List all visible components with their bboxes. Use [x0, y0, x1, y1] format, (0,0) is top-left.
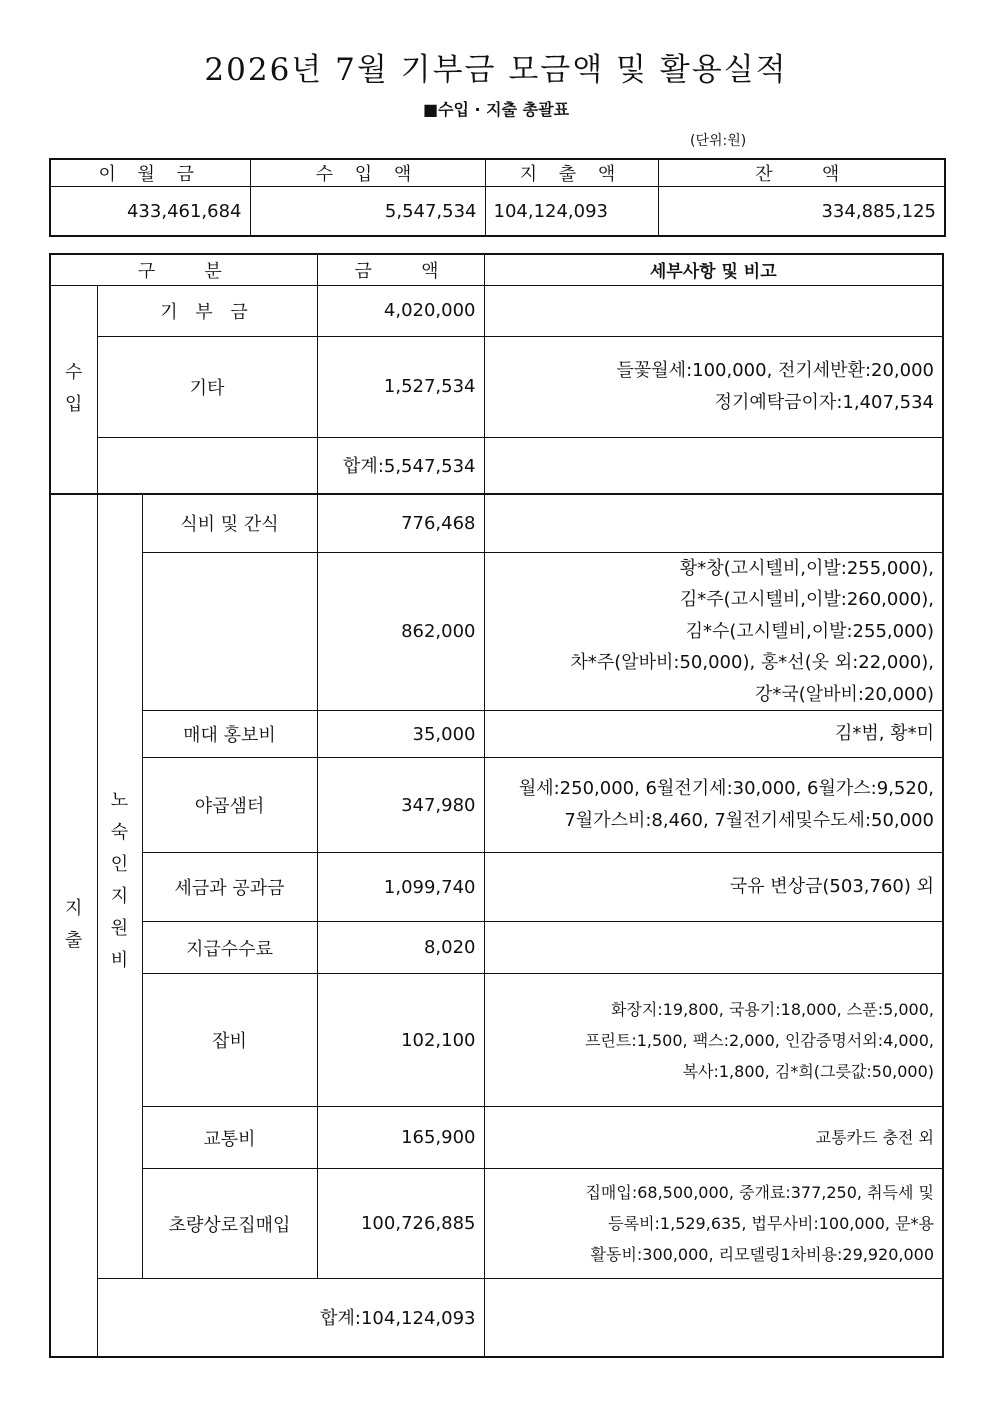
summary-header-carryover: 이 월 금 [50, 159, 250, 187]
income-total: 합계:5,547,534 [317, 437, 484, 494]
expense-row-name: 잡비 [142, 974, 317, 1107]
note-line: 교통카드 충전 외 [815, 1128, 934, 1147]
note-line: 프린트:1,500, 팩스:2,000, 인감증명서외:4,000, [584, 1030, 934, 1050]
summary-header-balance: 잔 액 [658, 159, 945, 187]
expense-row-amount: 35,000 [317, 711, 484, 758]
income-row-note [484, 336, 943, 437]
note-line: 차*주(알바비:50,000), 홍*선(옷 외:22,000), [570, 652, 934, 673]
expense-row-name: 초량상로집매입 [142, 1169, 317, 1279]
income-row-amount: 1,527,534 [317, 336, 484, 437]
income-row-name: 기 부 금 [97, 285, 317, 336]
summary-expense-value: 104,124,093 [485, 187, 658, 237]
income-row-name: 기타 [97, 336, 317, 437]
expense-row-amount: 100,726,885 [317, 1169, 484, 1279]
expense-row-note [484, 1169, 943, 1279]
income-section-label [50, 285, 97, 494]
income-total-spacer [97, 437, 317, 494]
detail-header-amount: 금 액 [317, 254, 484, 285]
note-line: 복사:1,800, 김*희(그릇값:50,000) [682, 1061, 934, 1081]
note-line: 활동비:300,000, 리모델링1차비용:29,920,000 [590, 1245, 934, 1264]
expense-row-amount: 8,020 [317, 922, 484, 974]
homeless-support-label [97, 494, 142, 1279]
homeless-support-text: 노숙인지원비 [110, 790, 129, 971]
expense-total-note [484, 1279, 943, 1357]
expense-row-note [484, 758, 943, 853]
note-line: 강*국(알바비:20,000) [754, 683, 934, 705]
income-row-note [484, 285, 943, 336]
expense-row-note [484, 494, 943, 552]
note-line: 김*범, 황*미 [835, 723, 934, 744]
note-line: 들꽃월세:100,000, 전기세반환:20,000 [616, 359, 934, 381]
summary-header-expense: 지 출 액 [485, 159, 658, 187]
expense-row-name: 세금과 공과금 [142, 853, 317, 922]
note-line: 집매입:68,500,000, 중개료:377,250, 취득세 및 [585, 1183, 934, 1202]
expense-label: 지출 [65, 898, 83, 952]
summary-carryover-value: 433,461,684 [50, 187, 250, 237]
expense-row-name: 교통비 [142, 1107, 317, 1169]
unit-label: (단위:원) [690, 133, 747, 149]
detail-header-category: 구 분 [50, 254, 317, 285]
note-line: 정기예탁금이자:1,407,534 [714, 391, 934, 413]
note-line: 황*창(고시텔비,이발:255,000), [679, 557, 934, 579]
expense-total: 합계:104,124,093 [97, 1279, 484, 1357]
summary-balance-value: 334,885,125 [658, 187, 945, 237]
note-line: 7월가스비:8,460, 7월전기세및수도세:50,000 [564, 810, 934, 831]
note-line: 등록비:1,529,635, 법무사비:100,000, 문*용 [608, 1214, 934, 1233]
summary-table [49, 158, 946, 237]
detail-header-notes: 세부사항 및 비고 [484, 254, 943, 285]
page-title: 2026년 7월 기부금 모금액 및 활용실적 [204, 52, 788, 88]
expense-row-amount: 165,900 [317, 1107, 484, 1169]
expense-section-label [50, 494, 97, 1357]
summary-header-income: 수 입 액 [250, 159, 485, 187]
note-line: 화장지:19,800, 국용기:18,000, 스푼:5,000, [610, 999, 934, 1019]
expense-row-amount: 1,099,740 [317, 853, 484, 922]
subtitle: ■수입 · 지출 총괄표 [422, 100, 570, 119]
note-line: 월세:250,000, 6월전기세:30,000, 6월가스:9,520, [518, 778, 934, 799]
note-line: 김*주(고시텔비,이발:260,000), [679, 589, 934, 610]
expense-row-name: 야곱샘터 [142, 758, 317, 853]
note-line: 김*수(고시텔비,이발:255,000) [685, 620, 934, 642]
expense-row-amount: 862,000 [317, 552, 484, 711]
expense-row-note [484, 853, 943, 922]
income-total-note [484, 437, 943, 494]
expense-row-amount: 347,980 [317, 758, 484, 853]
detail-table [49, 253, 944, 1358]
expense-row-name: 지급수수료 [142, 922, 317, 974]
expense-row-amount: 102,100 [317, 974, 484, 1107]
expense-row-amount: 776,468 [317, 494, 484, 552]
expense-row-note [484, 974, 943, 1107]
income-row-amount: 4,020,000 [317, 285, 484, 336]
note-line: 국유 변상금(503,760) 외 [729, 876, 934, 897]
expense-row-note [484, 922, 943, 974]
expense-row-name [142, 552, 317, 711]
expense-row-note [484, 1107, 943, 1169]
expense-row-name: 식비 및 간식 [142, 494, 317, 552]
summary-income-value: 5,547,534 [250, 187, 485, 237]
expense-row-note [484, 552, 943, 711]
expense-row-note [484, 711, 943, 758]
expense-row-name: 매대 홍보비 [142, 711, 317, 758]
income-label: 수입 [65, 362, 83, 416]
